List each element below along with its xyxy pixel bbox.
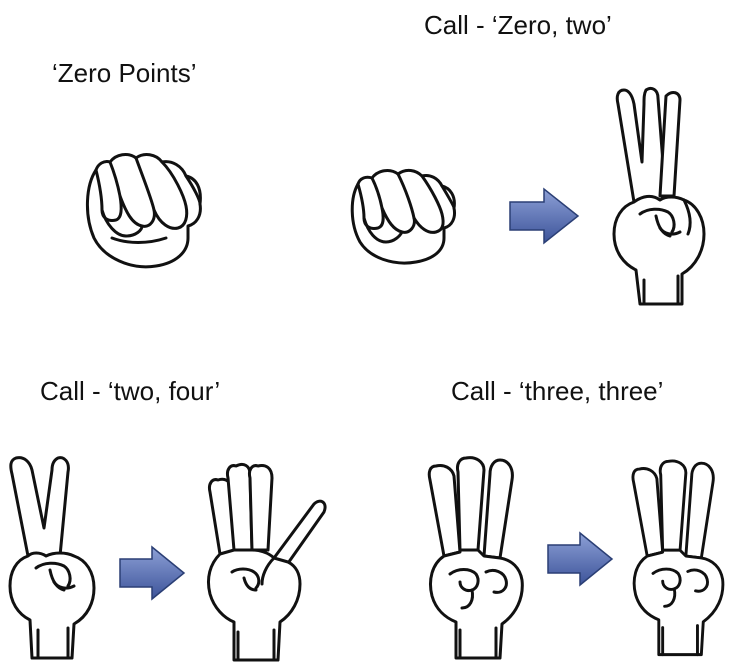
peace-sign-icon	[600, 84, 720, 314]
three-fingers-icon	[420, 452, 540, 662]
fist-icon	[76, 140, 216, 275]
fist-icon	[344, 162, 474, 267]
three-fingers-icon	[624, 452, 740, 662]
caption-call-three-three: Call - ‘three, three’	[451, 376, 664, 406]
right-arrow-icon	[546, 530, 614, 588]
caption-call-zero-two: Call - ‘Zero, two’	[424, 10, 612, 40]
right-arrow-icon	[118, 544, 186, 602]
caption-call-two-four: Call - ‘two, four’	[40, 376, 221, 406]
four-fingers-icon	[196, 454, 336, 662]
peace-sign-icon	[2, 452, 112, 662]
right-arrow-icon	[508, 186, 580, 246]
caption-zero-points: ‘Zero Points’	[52, 58, 197, 88]
